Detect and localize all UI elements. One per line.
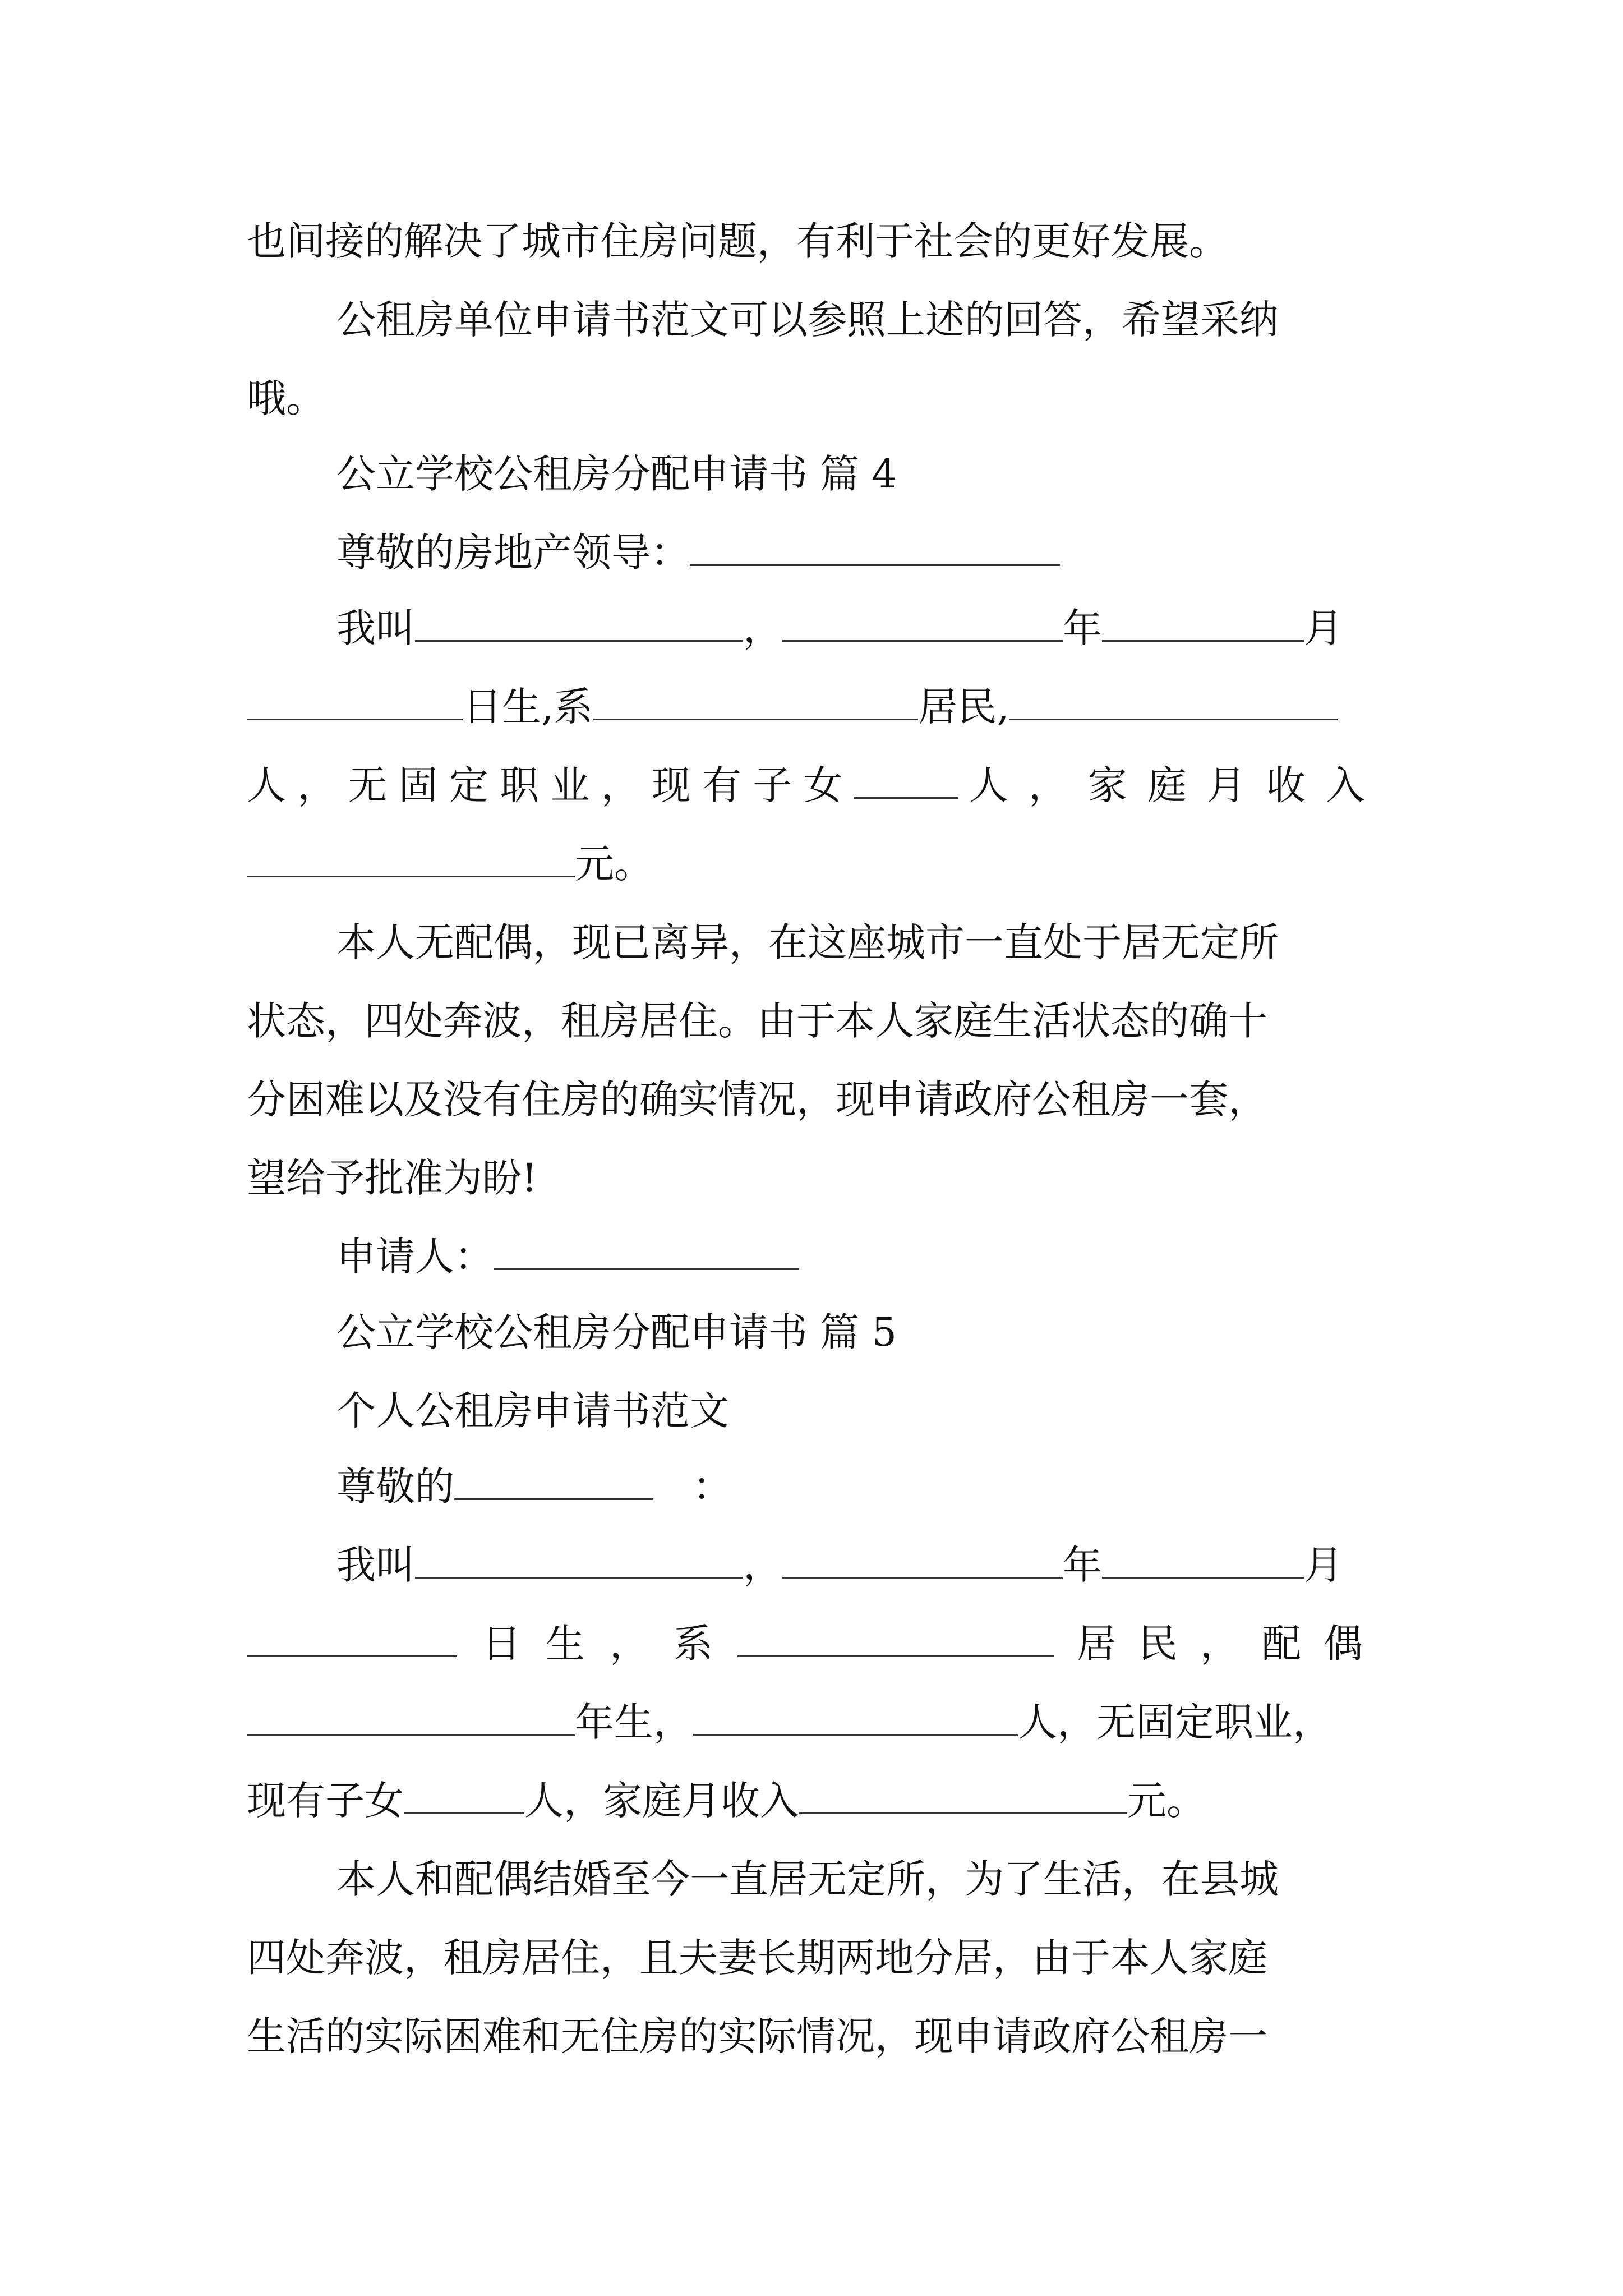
text: 居民，配偶 [1077,1621,1385,1667]
text: 子 [753,762,792,808]
form-line [247,676,1385,738]
text: 元。 [575,841,653,887]
text: 现 [651,762,691,808]
text: 状态，四处奔波，租房居住。由于本人家庭生活状态的确十 [247,998,1267,1044]
paragraph-line [247,2005,1385,2067]
text: 年 [1063,605,1102,651]
salutation: 尊敬的房地产领导： [336,530,690,576]
applicant-blank [494,1234,799,1270]
day-blank [247,1621,457,1657]
income-blank [799,1778,1127,1814]
text: 也间接的解决了城市住房问题，有利于社会的更好发展。 [247,218,1228,264]
section-heading [336,1301,1385,1363]
paragraph-line [247,367,1385,429]
text: 日生,系 [463,684,593,730]
paragraph-line [247,1147,1385,1209]
blank-field [1009,684,1338,720]
residence-blank [737,1621,1054,1657]
text: 公租房单位申请书范文可以参照上述的回答，希望采纳 [336,297,1279,343]
text: 分困难以及没有住房的确实情况，现申请政府公租房一套， [247,1076,1267,1122]
year-blank [782,1542,1063,1579]
text: 我叫 [336,1542,415,1588]
text: ， [601,762,640,808]
year-blank [782,605,1063,642]
income-blank [247,841,575,877]
text: ， [743,605,782,651]
salutation: 尊敬的 [336,1464,454,1510]
blank-field [454,1464,653,1500]
text: 四处奔波，租房居住，且夫妻长期两地分居，由于本人家庭 [247,1935,1267,1981]
text: 业 [550,762,590,808]
text: 人，家庭月收入 [524,1778,799,1824]
text: 定 [449,762,488,808]
text: 现有子女 [247,1778,404,1824]
salutation-line [336,522,1385,583]
text: 月 [1304,1542,1343,1588]
text: 哦。 [247,375,325,421]
salutation-line [336,1456,1385,1517]
form-line [247,1691,1385,1753]
text: 人，无固定职业， [1018,1699,1332,1745]
paragraph-line [336,289,1385,351]
form-line [247,754,1385,816]
month-blank [1102,605,1304,642]
form-line [247,833,1385,895]
month-blank [1102,1542,1304,1579]
paragraph-line [336,1848,1385,1910]
subtitle-line [336,1380,1385,1442]
text: 月 [1304,605,1343,651]
section-4-title: 公立学校公租房分配申请书 篇 4 [336,451,897,497]
day-blank [247,684,463,720]
blank-field [690,530,1060,566]
name-blank [415,1542,743,1579]
subtitle: 个人公租房申请书范文 [336,1388,729,1434]
blank-field [693,1699,1018,1736]
text: 年 [1063,1542,1102,1588]
section-5-title: 公立学校公租房分配申请书 篇 5 [336,1309,897,1355]
section-heading [336,443,1385,505]
form-line [247,1613,1385,1674]
text: 日生，系 [482,1621,738,1667]
paragraph-line [247,1069,1385,1130]
text: 居民, [918,684,1009,730]
text: 本人无配偶，现已离异，在这座城市一直处于居无定所 [336,919,1279,965]
text: ： [693,1464,732,1510]
text: 人 [247,762,286,808]
text: 有 [702,762,741,808]
children-blank [854,762,958,799]
form-line [336,597,1385,659]
children-blank [404,1778,524,1814]
text: 生活的实际困难和无住房的实际情况，现申请政府公租房一 [247,2013,1267,2059]
text: 女 [803,762,843,808]
text: ， [743,1542,782,1588]
residence-blank [593,684,918,720]
spouse-birth-blank [247,1699,575,1736]
text: 固 [398,762,438,808]
paragraph-line [247,990,1385,1052]
form-line [336,1534,1385,1596]
text: 望给予批准为盼! [247,1155,538,1201]
signature-line [336,1226,1385,1287]
text: 年生， [575,1699,693,1745]
text: 本人和配偶结婚至今一直居无定所，为了生活，在县城 [336,1856,1279,1902]
text: 无 [348,762,388,808]
text: 人，家庭月收入 [969,762,1385,808]
text: 我叫 [336,605,415,651]
text: ， [297,762,337,808]
text: 职 [500,762,540,808]
name-blank [415,605,743,642]
paragraph-line [336,912,1385,973]
text: 元。 [1127,1778,1206,1824]
applicant-label: 申请人： [336,1234,494,1280]
form-line [247,1770,1385,1832]
paragraph-line [247,1927,1385,1989]
paragraph-line [247,210,1385,272]
